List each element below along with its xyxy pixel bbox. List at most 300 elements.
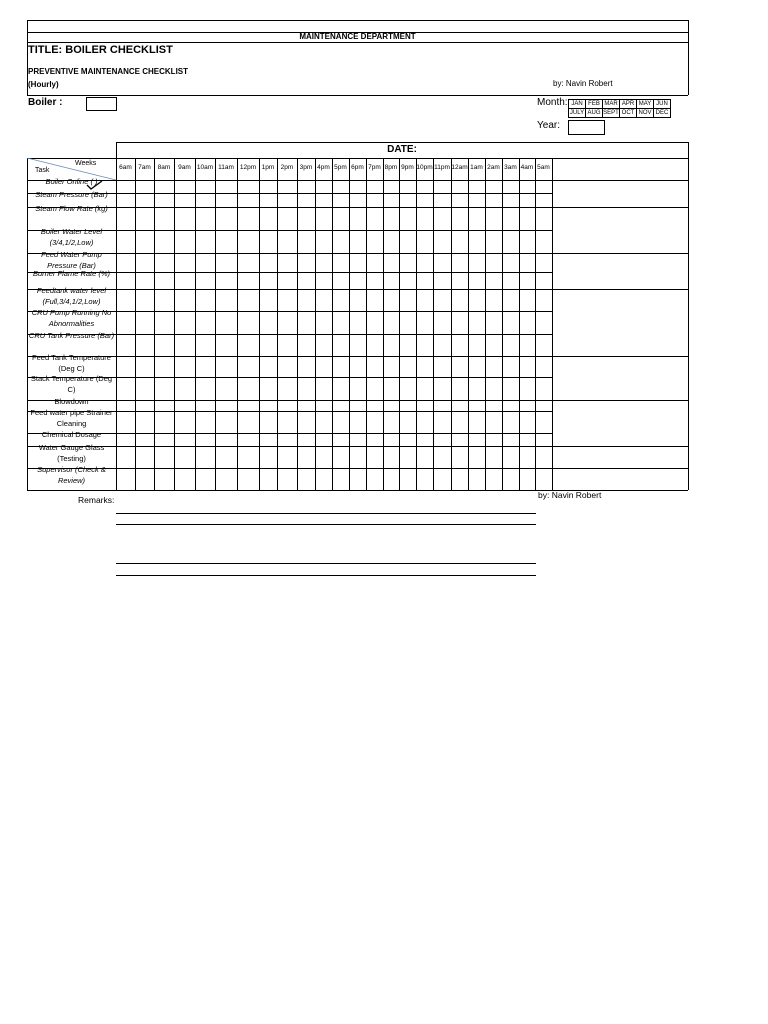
entry-cell[interactable] <box>316 447 332 468</box>
entry-cell[interactable] <box>216 231 237 253</box>
entry-cell[interactable] <box>298 401 315 411</box>
entry-cell[interactable] <box>278 335 297 356</box>
entry-cell[interactable] <box>434 254 451 272</box>
entry-cell[interactable] <box>155 254 174 272</box>
entry-cell[interactable] <box>175 181 195 193</box>
entry-cell[interactable] <box>417 181 433 193</box>
entry-cell[interactable] <box>417 231 433 253</box>
entry-cell[interactable] <box>520 194 535 207</box>
entry-cell[interactable] <box>367 290 383 311</box>
entry-cell[interactable] <box>486 290 502 311</box>
entry-cell[interactable] <box>452 434 468 446</box>
entry-cell[interactable] <box>469 447 485 468</box>
entry-cell[interactable] <box>238 194 259 207</box>
entry-cell[interactable] <box>486 208 502 230</box>
entry-cell[interactable] <box>260 312 277 334</box>
entry-cell[interactable] <box>298 208 315 230</box>
entry-cell[interactable] <box>260 254 277 272</box>
entry-cell[interactable] <box>136 412 154 433</box>
entry-cell[interactable] <box>417 273 433 289</box>
entry-cell[interactable] <box>520 290 535 311</box>
entry-cell[interactable] <box>486 447 502 468</box>
entry-cell[interactable] <box>384 194 399 207</box>
entry-cell[interactable] <box>117 273 135 289</box>
entry-cell[interactable] <box>503 469 519 490</box>
entry-cell[interactable] <box>536 273 552 289</box>
entry-cell[interactable] <box>278 194 297 207</box>
entry-cell[interactable] <box>400 447 416 468</box>
entry-cell[interactable] <box>333 273 349 289</box>
entry-cell[interactable] <box>216 412 237 433</box>
entry-cell[interactable] <box>196 434 215 446</box>
entry-cell[interactable] <box>367 401 383 411</box>
entry-cell[interactable] <box>216 254 237 272</box>
entry-cell[interactable] <box>316 231 332 253</box>
entry-cell[interactable] <box>384 335 399 356</box>
entry-cell[interactable] <box>350 357 366 377</box>
month-cell[interactable]: SEPT <box>603 110 619 116</box>
entry-cell[interactable] <box>333 181 349 193</box>
entry-cell[interactable] <box>469 378 485 400</box>
entry-cell[interactable] <box>136 469 154 490</box>
entry-cell[interactable] <box>417 378 433 400</box>
entry-cell[interactable] <box>238 273 259 289</box>
entry-cell[interactable] <box>434 412 451 433</box>
entry-cell[interactable] <box>196 254 215 272</box>
entry-cell[interactable] <box>367 254 383 272</box>
entry-cell[interactable] <box>434 434 451 446</box>
entry-cell[interactable] <box>434 401 451 411</box>
entry-cell[interactable] <box>136 401 154 411</box>
entry-cell[interactable] <box>400 273 416 289</box>
entry-cell[interactable] <box>469 434 485 446</box>
entry-cell[interactable] <box>536 335 552 356</box>
entry-cell[interactable] <box>452 469 468 490</box>
entry-cell[interactable] <box>298 335 315 356</box>
entry-cell[interactable] <box>486 469 502 490</box>
entry-cell[interactable] <box>400 469 416 490</box>
entry-cell[interactable] <box>155 447 174 468</box>
entry-cell[interactable] <box>452 273 468 289</box>
entry-cell[interactable] <box>238 254 259 272</box>
entry-cell[interactable] <box>434 208 451 230</box>
entry-cell[interactable] <box>136 290 154 311</box>
entry-cell[interactable] <box>278 469 297 490</box>
entry-cell[interactable] <box>417 254 433 272</box>
entry-cell[interactable] <box>350 335 366 356</box>
entry-cell[interactable] <box>367 412 383 433</box>
entry-cell[interactable] <box>434 181 451 193</box>
entry-cell[interactable] <box>175 412 195 433</box>
entry-cell[interactable] <box>536 181 552 193</box>
entry-cell[interactable] <box>536 194 552 207</box>
entry-cell[interactable] <box>155 469 174 490</box>
month-cell[interactable]: NOV <box>638 110 652 116</box>
entry-cell[interactable] <box>434 312 451 334</box>
entry-cell[interactable] <box>238 401 259 411</box>
entry-cell[interactable] <box>117 231 135 253</box>
entry-cell[interactable] <box>175 447 195 468</box>
entry-cell[interactable] <box>278 273 297 289</box>
entry-cell[interactable] <box>117 208 135 230</box>
entry-cell[interactable] <box>367 335 383 356</box>
entry-cell[interactable] <box>333 194 349 207</box>
entry-cell[interactable] <box>503 181 519 193</box>
entry-cell[interactable] <box>278 401 297 411</box>
entry-cell[interactable] <box>117 412 135 433</box>
entry-cell[interactable] <box>136 208 154 230</box>
entry-cell[interactable] <box>278 254 297 272</box>
entry-cell[interactable] <box>384 378 399 400</box>
entry-cell[interactable] <box>278 412 297 433</box>
entry-cell[interactable] <box>155 231 174 253</box>
entry-cell[interactable] <box>469 181 485 193</box>
entry-cell[interactable] <box>486 312 502 334</box>
entry-cell[interactable] <box>350 208 366 230</box>
entry-cell[interactable] <box>536 434 552 446</box>
entry-cell[interactable] <box>536 208 552 230</box>
entry-cell[interactable] <box>536 312 552 334</box>
entry-cell[interactable] <box>316 412 332 433</box>
entry-cell[interactable] <box>350 412 366 433</box>
month-cell[interactable]: JULY <box>569 110 585 116</box>
entry-cell[interactable] <box>350 231 366 253</box>
entry-cell[interactable] <box>216 357 237 377</box>
entry-cell[interactable] <box>367 208 383 230</box>
entry-cell[interactable] <box>117 254 135 272</box>
entry-cell[interactable] <box>400 181 416 193</box>
entry-cell[interactable] <box>417 357 433 377</box>
entry-cell[interactable] <box>350 194 366 207</box>
entry-cell[interactable] <box>333 290 349 311</box>
entry-cell[interactable] <box>350 378 366 400</box>
entry-cell[interactable] <box>298 181 315 193</box>
entry-cell[interactable] <box>333 401 349 411</box>
entry-cell[interactable] <box>486 434 502 446</box>
entry-cell[interactable] <box>469 357 485 377</box>
boiler-input-box[interactable] <box>86 97 117 111</box>
entry-cell[interactable] <box>367 447 383 468</box>
entry-cell[interactable] <box>333 412 349 433</box>
entry-cell[interactable] <box>367 273 383 289</box>
entry-cell[interactable] <box>196 357 215 377</box>
entry-cell[interactable] <box>434 194 451 207</box>
entry-cell[interactable] <box>384 254 399 272</box>
month-cell[interactable]: MAR <box>604 101 618 107</box>
entry-cell[interactable] <box>316 434 332 446</box>
entry-cell[interactable] <box>175 312 195 334</box>
entry-cell[interactable] <box>384 181 399 193</box>
entry-cell[interactable] <box>452 194 468 207</box>
entry-cell[interactable] <box>469 194 485 207</box>
entry-cell[interactable] <box>216 469 237 490</box>
entry-cell[interactable] <box>155 401 174 411</box>
entry-cell[interactable] <box>175 254 195 272</box>
entry-cell[interactable] <box>384 447 399 468</box>
entry-cell[interactable] <box>452 412 468 433</box>
entry-cell[interactable] <box>417 290 433 311</box>
entry-cell[interactable] <box>350 312 366 334</box>
entry-cell[interactable] <box>298 412 315 433</box>
entry-cell[interactable] <box>417 335 433 356</box>
entry-cell[interactable] <box>298 434 315 446</box>
entry-cell[interactable] <box>350 401 366 411</box>
remarks-line[interactable] <box>116 524 536 525</box>
entry-cell[interactable] <box>434 231 451 253</box>
entry-cell[interactable] <box>434 290 451 311</box>
entry-cell[interactable] <box>216 434 237 446</box>
entry-cell[interactable] <box>278 357 297 377</box>
entry-cell[interactable] <box>155 273 174 289</box>
entry-cell[interactable] <box>216 401 237 411</box>
entry-cell[interactable] <box>367 378 383 400</box>
entry-cell[interactable] <box>260 335 277 356</box>
entry-cell[interactable] <box>520 434 535 446</box>
entry-cell[interactable] <box>452 254 468 272</box>
entry-cell[interactable] <box>117 357 135 377</box>
entry-cell[interactable] <box>216 194 237 207</box>
entry-cell[interactable] <box>503 273 519 289</box>
entry-cell[interactable] <box>278 378 297 400</box>
entry-cell[interactable] <box>486 357 502 377</box>
entry-cell[interactable] <box>196 469 215 490</box>
entry-cell[interactable] <box>117 434 135 446</box>
entry-cell[interactable] <box>260 447 277 468</box>
entry-cell[interactable] <box>503 231 519 253</box>
entry-cell[interactable] <box>238 290 259 311</box>
entry-cell[interactable] <box>155 378 174 400</box>
entry-cell[interactable] <box>316 273 332 289</box>
entry-cell[interactable] <box>155 208 174 230</box>
entry-cell[interactable] <box>384 273 399 289</box>
entry-cell[interactable] <box>196 312 215 334</box>
entry-cell[interactable] <box>350 447 366 468</box>
entry-cell[interactable] <box>196 378 215 400</box>
entry-cell[interactable] <box>216 290 237 311</box>
entry-cell[interactable] <box>434 273 451 289</box>
entry-cell[interactable] <box>367 312 383 334</box>
entry-cell[interactable] <box>260 290 277 311</box>
entry-cell[interactable] <box>278 434 297 446</box>
entry-cell[interactable] <box>469 231 485 253</box>
entry-cell[interactable] <box>384 434 399 446</box>
entry-cell[interactable] <box>503 412 519 433</box>
entry-cell[interactable] <box>350 434 366 446</box>
entry-cell[interactable] <box>278 447 297 468</box>
entry-cell[interactable] <box>536 378 552 400</box>
entry-cell[interactable] <box>260 273 277 289</box>
entry-cell[interactable] <box>117 194 135 207</box>
entry-cell[interactable] <box>486 194 502 207</box>
year-input-box[interactable] <box>568 120 605 135</box>
entry-cell[interactable] <box>216 312 237 334</box>
entry-cell[interactable] <box>434 469 451 490</box>
entry-cell[interactable] <box>316 357 332 377</box>
entry-cell[interactable] <box>400 412 416 433</box>
entry-cell[interactable] <box>260 357 277 377</box>
entry-cell[interactable] <box>136 273 154 289</box>
entry-cell[interactable] <box>260 181 277 193</box>
entry-cell[interactable] <box>384 412 399 433</box>
entry-cell[interactable] <box>520 469 535 490</box>
entry-cell[interactable] <box>260 194 277 207</box>
entry-cell[interactable] <box>503 357 519 377</box>
entry-cell[interactable] <box>384 208 399 230</box>
entry-cell[interactable] <box>367 434 383 446</box>
entry-cell[interactable] <box>417 469 433 490</box>
entry-cell[interactable] <box>350 469 366 490</box>
entry-cell[interactable] <box>316 401 332 411</box>
entry-cell[interactable] <box>136 181 154 193</box>
entry-cell[interactable] <box>136 434 154 446</box>
entry-cell[interactable] <box>536 401 552 411</box>
entry-cell[interactable] <box>486 335 502 356</box>
entry-cell[interactable] <box>155 357 174 377</box>
entry-cell[interactable] <box>536 290 552 311</box>
entry-cell[interactable] <box>238 231 259 253</box>
entry-cell[interactable] <box>400 434 416 446</box>
entry-cell[interactable] <box>333 208 349 230</box>
entry-cell[interactable] <box>175 290 195 311</box>
entry-cell[interactable] <box>316 208 332 230</box>
entry-cell[interactable] <box>298 194 315 207</box>
entry-cell[interactable] <box>155 194 174 207</box>
entry-cell[interactable] <box>333 378 349 400</box>
entry-cell[interactable] <box>216 378 237 400</box>
entry-cell[interactable] <box>520 181 535 193</box>
entry-cell[interactable] <box>298 469 315 490</box>
entry-cell[interactable] <box>350 254 366 272</box>
entry-cell[interactable] <box>503 434 519 446</box>
entry-cell[interactable] <box>417 412 433 433</box>
entry-cell[interactable] <box>367 194 383 207</box>
entry-cell[interactable] <box>316 312 332 334</box>
entry-cell[interactable] <box>503 447 519 468</box>
entry-cell[interactable] <box>384 290 399 311</box>
entry-cell[interactable] <box>260 378 277 400</box>
remarks-line[interactable] <box>116 513 536 514</box>
entry-cell[interactable] <box>486 181 502 193</box>
entry-cell[interactable] <box>238 447 259 468</box>
entry-cell[interactable] <box>175 231 195 253</box>
entry-cell[interactable] <box>400 312 416 334</box>
entry-cell[interactable] <box>452 447 468 468</box>
entry-cell[interactable] <box>417 447 433 468</box>
entry-cell[interactable] <box>486 412 502 433</box>
entry-cell[interactable] <box>434 335 451 356</box>
entry-cell[interactable] <box>486 254 502 272</box>
entry-cell[interactable] <box>316 290 332 311</box>
entry-cell[interactable] <box>117 401 135 411</box>
entry-cell[interactable] <box>136 231 154 253</box>
entry-cell[interactable] <box>367 231 383 253</box>
entry-cell[interactable] <box>216 181 237 193</box>
entry-cell[interactable] <box>216 208 237 230</box>
entry-cell[interactable] <box>278 208 297 230</box>
entry-cell[interactable] <box>298 254 315 272</box>
entry-cell[interactable] <box>520 231 535 253</box>
entry-cell[interactable] <box>520 335 535 356</box>
entry-cell[interactable] <box>400 357 416 377</box>
entry-cell[interactable] <box>136 378 154 400</box>
entry-cell[interactable] <box>117 290 135 311</box>
entry-cell[interactable] <box>536 412 552 433</box>
month-cell[interactable]: JAN <box>569 100 586 109</box>
month-cell[interactable]: DEC <box>654 109 671 118</box>
entry-cell[interactable] <box>196 447 215 468</box>
entry-cell[interactable] <box>520 401 535 411</box>
entry-cell[interactable] <box>117 447 135 468</box>
entry-cell[interactable] <box>350 181 366 193</box>
entry-cell[interactable] <box>536 469 552 490</box>
entry-cell[interactable] <box>367 469 383 490</box>
entry-cell[interactable] <box>434 447 451 468</box>
entry-cell[interactable] <box>238 181 259 193</box>
entry-cell[interactable] <box>196 273 215 289</box>
entry-cell[interactable] <box>260 231 277 253</box>
entry-cell[interactable] <box>136 194 154 207</box>
entry-cell[interactable] <box>400 378 416 400</box>
entry-cell[interactable] <box>333 469 349 490</box>
entry-cell[interactable] <box>278 290 297 311</box>
month-cell[interactable]: AUG <box>587 110 601 116</box>
remarks-line[interactable] <box>116 575 536 576</box>
entry-cell[interactable] <box>350 273 366 289</box>
month-cell[interactable]: APR <box>620 100 637 109</box>
month-cell[interactable]: OCT <box>620 109 637 118</box>
entry-cell[interactable] <box>333 312 349 334</box>
entry-cell[interactable] <box>400 231 416 253</box>
entry-cell[interactable] <box>452 181 468 193</box>
entry-cell[interactable] <box>486 231 502 253</box>
entry-cell[interactable] <box>136 447 154 468</box>
entry-cell[interactable] <box>260 434 277 446</box>
entry-cell[interactable] <box>298 231 315 253</box>
entry-cell[interactable] <box>520 312 535 334</box>
entry-cell[interactable] <box>316 254 332 272</box>
entry-cell[interactable] <box>333 335 349 356</box>
entry-cell[interactable] <box>333 254 349 272</box>
entry-cell[interactable] <box>400 290 416 311</box>
entry-cell[interactable] <box>384 312 399 334</box>
entry-cell[interactable] <box>216 273 237 289</box>
entry-cell[interactable] <box>316 194 332 207</box>
entry-cell[interactable] <box>384 231 399 253</box>
entry-cell[interactable] <box>520 447 535 468</box>
entry-cell[interactable] <box>316 335 332 356</box>
entry-cell[interactable] <box>469 401 485 411</box>
entry-cell[interactable] <box>486 401 502 411</box>
month-cell[interactable]: JUN <box>654 100 671 109</box>
entry-cell[interactable] <box>238 312 259 334</box>
entry-cell[interactable] <box>175 208 195 230</box>
entry-cell[interactable] <box>196 208 215 230</box>
entry-cell[interactable] <box>260 469 277 490</box>
entry-cell[interactable] <box>536 231 552 253</box>
entry-cell[interactable] <box>452 231 468 253</box>
entry-cell[interactable] <box>503 378 519 400</box>
entry-cell[interactable] <box>238 378 259 400</box>
entry-cell[interactable] <box>520 273 535 289</box>
entry-cell[interactable] <box>278 181 297 193</box>
entry-cell[interactable] <box>278 312 297 334</box>
entry-cell[interactable] <box>216 335 237 356</box>
entry-cell[interactable] <box>298 357 315 377</box>
entry-cell[interactable] <box>434 357 451 377</box>
entry-cell[interactable] <box>196 181 215 193</box>
entry-cell[interactable] <box>469 208 485 230</box>
entry-cell[interactable] <box>452 208 468 230</box>
